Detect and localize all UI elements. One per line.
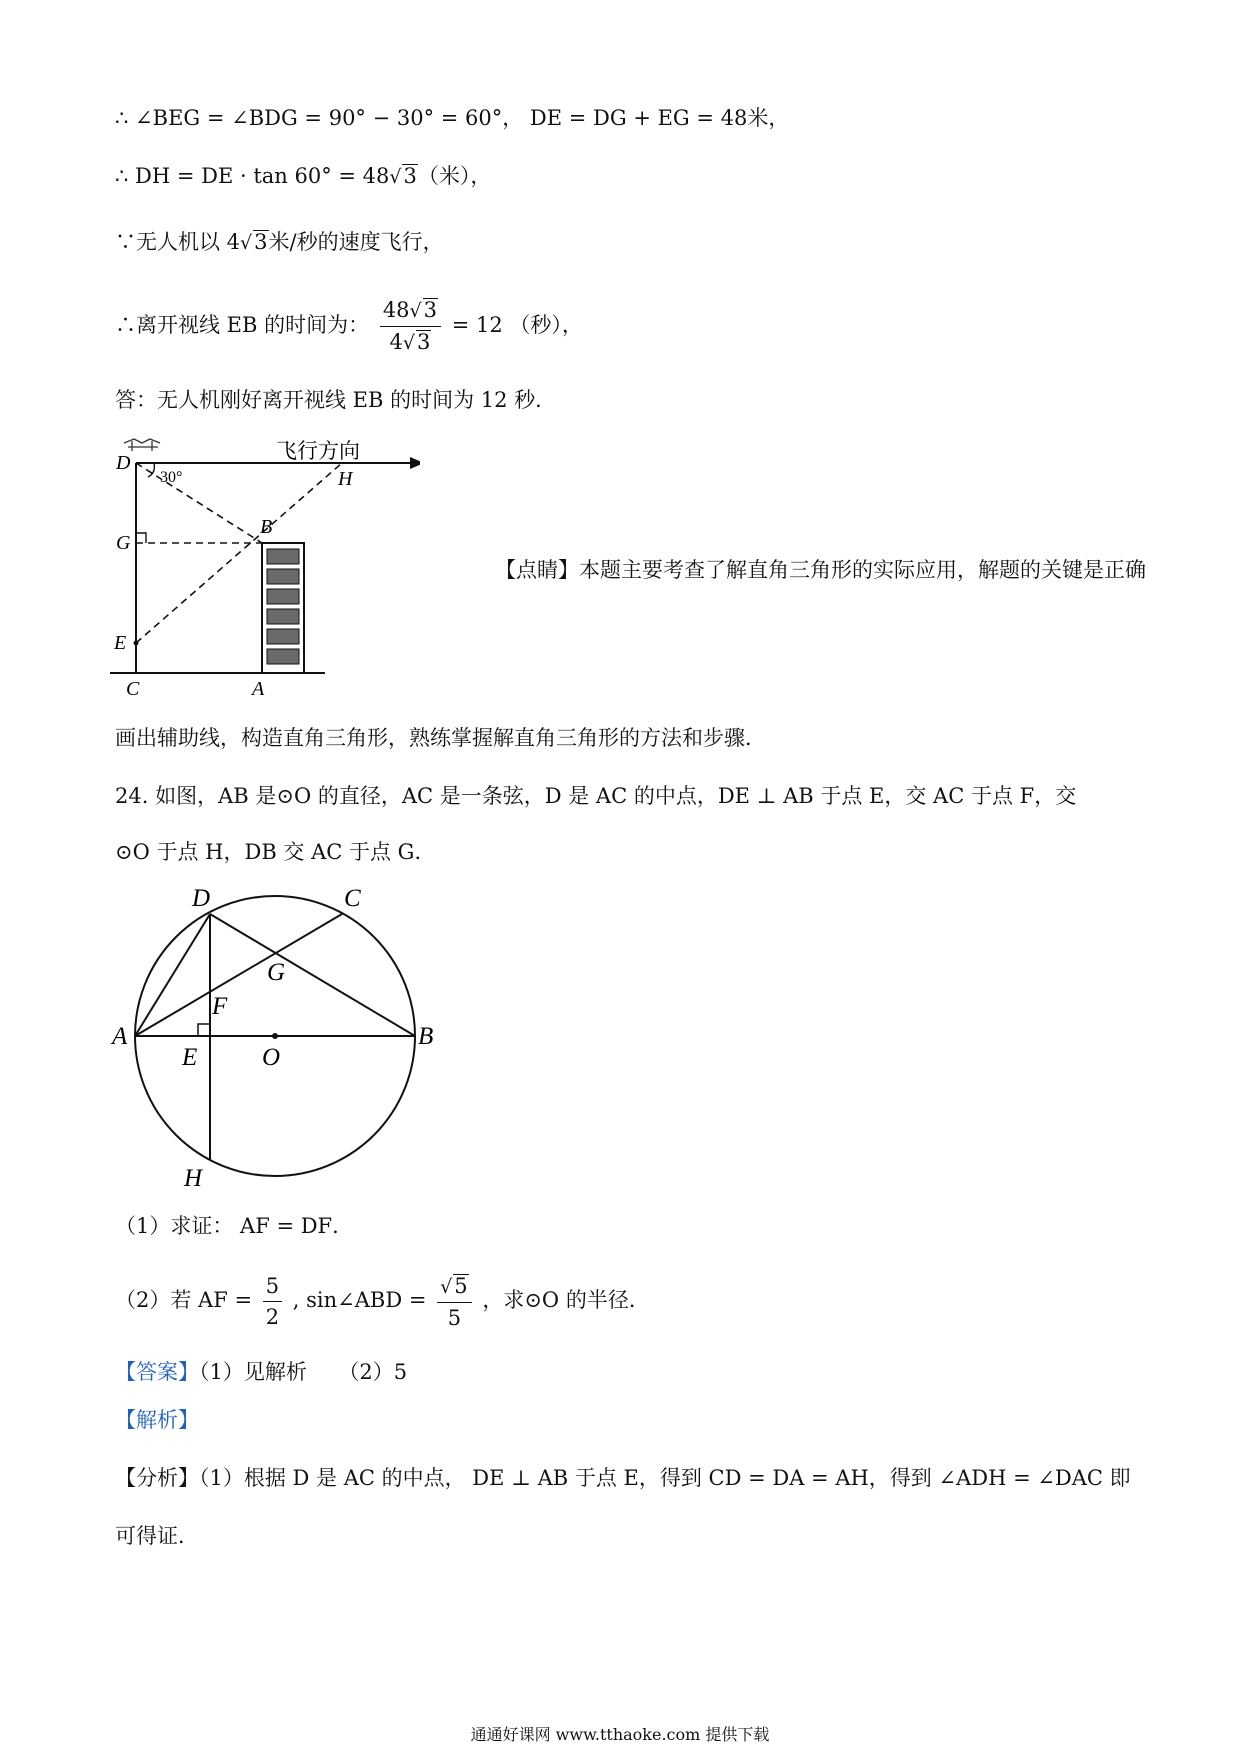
- question-24-line-2: ⊙O 于点 H，DB 交 AC 于点 G．: [115, 840, 436, 864]
- dianjing-line-1: [495, 556, 1146, 584]
- fraction-numerator: 48: [382, 298, 410, 322]
- line-4-text: ∴离开视线 EB 的时间为：: [115, 313, 370, 337]
- time-fraction: $\frac{48√3}{4√3}$: [380, 295, 441, 358]
- point-label-e: E: [114, 632, 127, 654]
- fenxi-line-2: 可得证．: [115, 1524, 199, 1548]
- point-label-g: G: [116, 532, 131, 554]
- line-3-text: ∵无人机以 4: [115, 230, 241, 254]
- solution-line-2: ∴ DH = DE · tan 60° = 48√3（米），: [115, 164, 492, 188]
- flight-arrow-head: [410, 457, 420, 469]
- circle-point-f: F: [212, 993, 228, 1020]
- circle-point-g: G: [267, 959, 286, 986]
- circle-point-c: C: [344, 885, 361, 912]
- circle-point-o: O: [262, 1044, 281, 1071]
- solution-line-3: ∵无人机以 4√3米/秒的速度飞行，: [115, 230, 444, 254]
- solution-line-1: ∴ ∠BEG = ∠BDG = 90° − 30° = 60°， DE = DG + EG = 48米，: [115, 106, 790, 130]
- question-24-line-1: 24. 如图，AB 是⊙O 的直径，AC 是一条弦，D 是 AC 的中点，DE ⊥ AB 于点 E，交 AC 于点 F，交: [115, 784, 1077, 808]
- line-2-radicand: 3: [403, 164, 417, 188]
- line-2-text: ∴ DH = DE · tan 60° = 48: [115, 164, 390, 188]
- circle-point-h: H: [184, 1165, 203, 1192]
- point-label-h: H: [338, 468, 353, 490]
- solution-line-4: [115, 294, 583, 358]
- point-label-b: B: [260, 516, 273, 538]
- line-4-suffix: = 12 （秒），: [451, 313, 583, 337]
- circle-point-d: D: [192, 885, 211, 912]
- af-fraction: [263, 1271, 282, 1332]
- dianjing-tag: 【点睛】: [495, 558, 579, 582]
- part-2-text: （2）若 AF =: [115, 1288, 253, 1312]
- dianjing-text-a: 本题主要考查了解直角三角形的实际应用，解题的关键是正确: [579, 558, 1146, 582]
- angle-label-30: 30°: [160, 469, 183, 486]
- circle-point-e: E: [182, 1044, 198, 1071]
- point-label-a: A: [252, 678, 265, 700]
- af-denominator: 2: [265, 1305, 280, 1329]
- line-2-suffix: （米），: [417, 164, 492, 188]
- answer-tag: 【答案】: [115, 1360, 199, 1384]
- answer-line-drone: 答：无人机刚好离开视线 EB 的时间为 12 秒．: [115, 388, 557, 412]
- drone-icon: [124, 439, 160, 451]
- jiexi-line: 【解析】: [115, 1408, 199, 1432]
- drone-figure: [110, 435, 420, 700]
- sin-fraction: $\frac{√5}{5}$: [437, 1271, 471, 1333]
- circle-figure: [110, 880, 450, 1195]
- fenxi-line-1: [115, 1464, 1131, 1492]
- line-3-radicand: 3: [254, 230, 268, 254]
- flight-direction-label: 飞行方向: [276, 439, 360, 463]
- question-part-2: [115, 1268, 650, 1333]
- answer-text: （1）见解析 （2）5: [199, 1360, 408, 1384]
- denominator-radicand: 3: [416, 330, 431, 354]
- part-2-mid: , sin∠ABD =: [292, 1288, 427, 1312]
- dianjing-line-2: 画出辅助线，构造直角三角形，熟练掌握解直角三角形的方法和步骤．: [115, 726, 766, 750]
- point-label-d: D: [116, 452, 131, 474]
- fraction-denominator: 4: [389, 330, 403, 354]
- circle-point-a: A: [112, 1023, 128, 1050]
- question-part-1: （1）求证： AF = DF．: [115, 1214, 354, 1238]
- point-label-c: C: [126, 678, 140, 700]
- part-2-suffix: ，求⊙O 的半径．: [482, 1288, 650, 1312]
- fenxi-tag: 【分析】: [115, 1466, 199, 1490]
- sin-denominator: 5: [447, 1305, 462, 1330]
- fenxi-text-a: （1）根据 D 是 AC 的中点， DE ⊥ AB 于点 E，得到 CD = DA = AH，得到 ∠ADH = ∠DAC 即: [199, 1466, 1131, 1490]
- line-3-suffix: 米/秒的速度飞行，: [268, 230, 444, 254]
- af-numerator: 5: [263, 1271, 282, 1302]
- sin-numerator-radicand: 5: [454, 1273, 468, 1298]
- page-footer: 通通好课网 www.tthaoke.com 提供下载: [470, 1725, 770, 1744]
- answer-line: [115, 1358, 407, 1386]
- numerator-radicand: 3: [423, 298, 438, 322]
- circle-point-b: B: [418, 1023, 434, 1050]
